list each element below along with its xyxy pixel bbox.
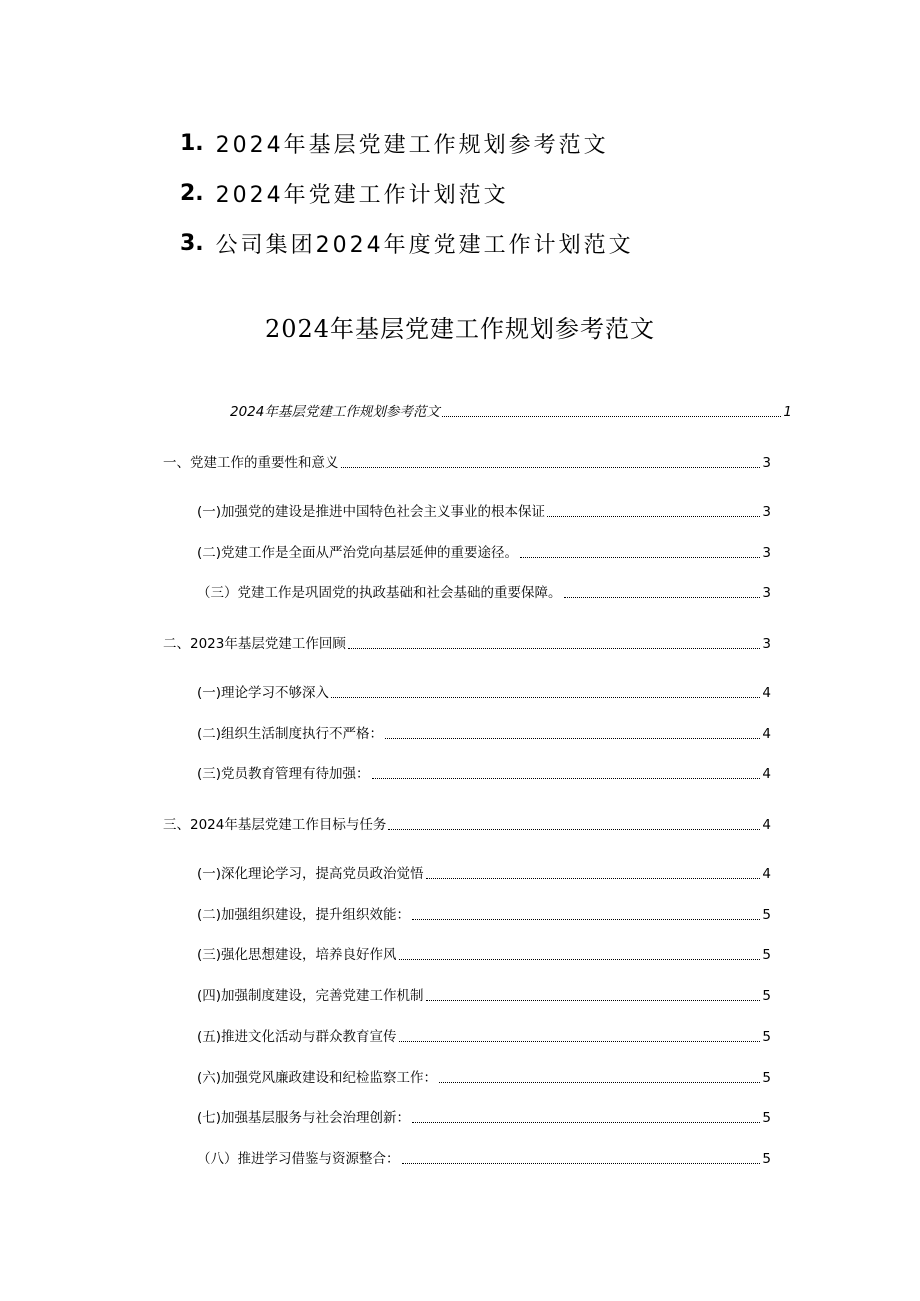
toc-entry-page: 3 bbox=[762, 545, 771, 561]
toc-entry-page: 4 bbox=[762, 817, 771, 833]
toc-entry-label: 2024年基层党建工作规划参考范文 bbox=[230, 404, 440, 420]
toc-entry-label: (五)推进文化活动与群众教育宣传 bbox=[197, 1029, 397, 1045]
toc-entry[interactable] bbox=[197, 1150, 771, 1168]
toc-entry[interactable] bbox=[197, 1109, 771, 1127]
toc-dot-leader bbox=[402, 1163, 761, 1164]
toc-entry-page: 5 bbox=[762, 907, 771, 923]
toc-entry-page: 3 bbox=[762, 504, 771, 520]
toc-entry[interactable] bbox=[197, 1069, 771, 1087]
toc-entry[interactable] bbox=[197, 725, 771, 743]
toc-entry[interactable] bbox=[197, 584, 771, 602]
toc-entry-page: 5 bbox=[762, 1110, 771, 1126]
toc-entry-label: （三）党建工作是巩固党的执政基础和社会基础的重要保障。 bbox=[197, 585, 562, 601]
toc-entry-label: (四)加强制度建设，完善党建工作机制 bbox=[197, 988, 424, 1004]
toc-entry-label: (一)加强党的建设是推进中国特色社会主义事业的根本保证 bbox=[197, 504, 546, 520]
list-item-title: 2024年基层党建工作规划参考范文 bbox=[215, 132, 609, 158]
toc-dot-leader bbox=[372, 778, 761, 779]
toc-entry[interactable] bbox=[163, 454, 771, 472]
toc-dot-leader bbox=[341, 467, 761, 468]
toc-dot-leader bbox=[331, 697, 760, 698]
toc-entry-page: 5 bbox=[762, 1151, 771, 1167]
toc-entry-page: 5 bbox=[762, 1070, 771, 1086]
toc-entry-page: 3 bbox=[762, 636, 771, 652]
toc-entry[interactable] bbox=[197, 684, 771, 702]
toc-entry[interactable] bbox=[163, 635, 771, 653]
toc-dot-leader bbox=[442, 416, 782, 417]
toc-entry-page: 3 bbox=[762, 455, 771, 471]
toc-entry[interactable] bbox=[197, 946, 771, 964]
toc-entry-page: 5 bbox=[762, 1029, 771, 1045]
toc-dot-leader bbox=[399, 1041, 761, 1042]
toc-entry[interactable] bbox=[197, 503, 771, 521]
toc-entry[interactable] bbox=[197, 906, 771, 924]
toc-entry-label: 二、2023年基层党建工作回顾 bbox=[163, 636, 346, 652]
toc-dot-leader bbox=[547, 516, 760, 517]
toc-entry[interactable] bbox=[197, 765, 771, 783]
toc-dot-leader bbox=[385, 738, 760, 739]
toc-entry-label: (一)深化理论学习，提高党员政治觉悟 bbox=[197, 866, 424, 882]
toc-dot-leader bbox=[439, 1082, 760, 1083]
toc-dot-leader bbox=[412, 919, 760, 920]
page-title: 2024年基层党建工作规划参考范文 bbox=[264, 315, 656, 343]
toc-dot-leader bbox=[520, 557, 760, 558]
toc-entry-label: (七)加强基层服务与社会治理创新： bbox=[197, 1110, 411, 1126]
toc-dot-leader bbox=[348, 648, 761, 649]
toc-dot-leader bbox=[388, 829, 760, 830]
toc-entry-page: 4 bbox=[762, 766, 771, 782]
toc-dot-leader bbox=[564, 597, 761, 598]
toc-entry-label: (二)组织生活制度执行不严格： bbox=[197, 726, 384, 742]
toc-entry-label: 三、2024年基层党建工作目标与任务 bbox=[163, 817, 387, 833]
toc-entry-page: 5 bbox=[762, 947, 771, 963]
toc-entry-page: 5 bbox=[762, 988, 771, 1004]
toc-entry-page: 4 bbox=[762, 685, 771, 701]
toc-dot-leader bbox=[412, 1122, 760, 1123]
toc-entry[interactable] bbox=[230, 403, 792, 421]
toc-entry-page: 3 bbox=[762, 585, 771, 601]
toc-entry[interactable] bbox=[163, 816, 771, 834]
toc-entry[interactable] bbox=[197, 865, 771, 883]
toc-entry-page: 4 bbox=[762, 866, 771, 882]
toc-entry-label: (二)加强组织建设，提升组织效能： bbox=[197, 907, 411, 923]
toc-entry-label: (三)强化思想建设，培养良好作风 bbox=[197, 947, 397, 963]
list-item-number: 1. bbox=[180, 130, 204, 156]
toc-entry-page: 1 bbox=[783, 404, 792, 420]
toc-dot-leader bbox=[426, 878, 761, 879]
list-item-number: 2. bbox=[180, 180, 204, 206]
list-item-number: 3. bbox=[180, 230, 204, 256]
toc-entry[interactable] bbox=[197, 544, 771, 562]
toc-entry-label: (三)党员教育管理有待加强： bbox=[197, 766, 370, 782]
toc-dot-leader bbox=[426, 1000, 761, 1001]
toc-dot-leader bbox=[399, 959, 761, 960]
toc-entry-page: 4 bbox=[762, 726, 771, 742]
toc-entry[interactable] bbox=[197, 1028, 771, 1046]
toc-entry-label: (一)理论学习不够深入 bbox=[197, 685, 330, 701]
list-item-title: 2024年党建工作计划范文 bbox=[215, 182, 509, 208]
toc-entry-label: (六)加强党风廉政建设和纪检监察工作： bbox=[197, 1070, 438, 1086]
toc-entry[interactable] bbox=[197, 987, 771, 1005]
toc-entry-label: (二)党建工作是全面从严治党向基层延伸的重要途径。 bbox=[197, 545, 519, 561]
toc-entry-label: 一、党建工作的重要性和意义 bbox=[163, 455, 339, 471]
toc-entry-label: （八）推进学习借鉴与资源整合： bbox=[197, 1151, 400, 1167]
list-item-title: 公司集团2024年度党建工作计划范文 bbox=[215, 232, 634, 258]
